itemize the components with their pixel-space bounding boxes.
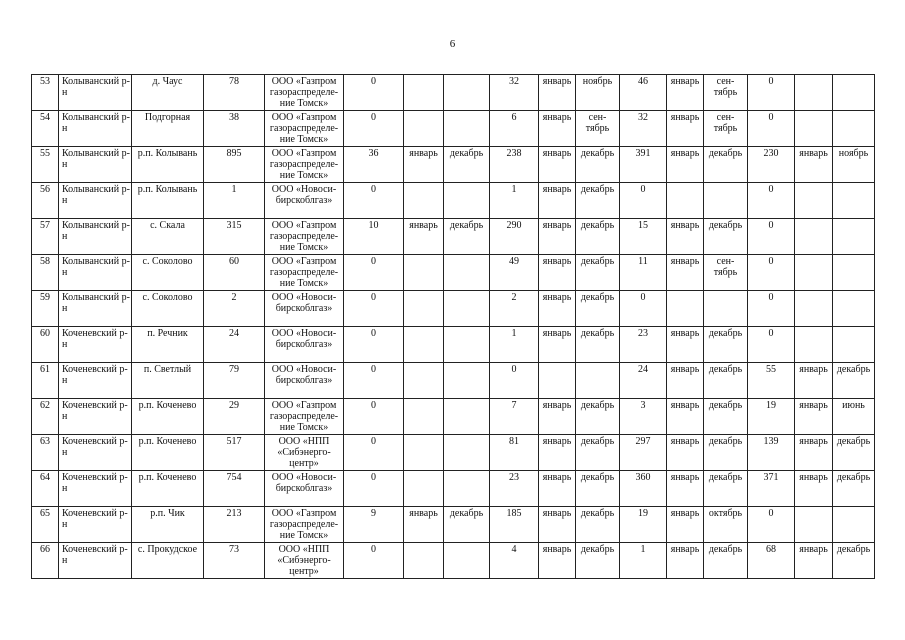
cell-district: Колыванский р-н: [59, 75, 132, 111]
cell-group4-end: ноябрь: [833, 147, 875, 183]
cell-group2-end: декабрь: [576, 183, 620, 219]
cell-total: 213: [204, 507, 265, 543]
data-table: [31, 74, 875, 579]
cell-group2-count: 290: [490, 219, 539, 255]
cell-total: 315: [204, 219, 265, 255]
cell-total: 78: [204, 75, 265, 111]
table-row: [32, 255, 875, 291]
cell-group1-end: [444, 75, 490, 111]
cell-group3-start: январь: [667, 471, 704, 507]
cell-group1-count: 0: [344, 327, 404, 363]
cell-group4-end: декабрь: [833, 543, 875, 579]
cell-group3-count: 19: [620, 507, 667, 543]
cell-group4-count: 371: [748, 471, 795, 507]
cell-group1-end: декабрь: [444, 507, 490, 543]
cell-settlement: Подгорная: [132, 111, 204, 147]
cell-group4-start: январь: [795, 363, 833, 399]
cell-group4-count: 55: [748, 363, 795, 399]
cell-organization: ООО «Газпром газораспределе-ние Томск»: [265, 399, 344, 435]
cell-group2-start: январь: [539, 471, 576, 507]
cell-group3-count: 23: [620, 327, 667, 363]
cell-row-number: 61: [32, 363, 59, 399]
cell-settlement: р.п. Коченево: [132, 471, 204, 507]
cell-district: Колыванский р-н: [59, 219, 132, 255]
cell-total: 73: [204, 543, 265, 579]
cell-district: Колыванский р-н: [59, 291, 132, 327]
cell-settlement: р.п. Колывань: [132, 183, 204, 219]
cell-group1-end: декабрь: [444, 219, 490, 255]
cell-group4-start: [795, 507, 833, 543]
cell-group1-count: 0: [344, 291, 404, 327]
cell-group4-start: январь: [795, 435, 833, 471]
cell-group1-end: [444, 471, 490, 507]
table-row: [32, 291, 875, 327]
cell-row-number: 55: [32, 147, 59, 183]
cell-group4-count: 0: [748, 183, 795, 219]
cell-group4-count: 0: [748, 111, 795, 147]
cell-row-number: 63: [32, 435, 59, 471]
cell-row-number: 58: [32, 255, 59, 291]
cell-district: Коченевский р-н: [59, 507, 132, 543]
cell-group1-count: 0: [344, 399, 404, 435]
cell-group1-start: [404, 111, 444, 147]
cell-group3-count: 391: [620, 147, 667, 183]
cell-settlement: с. Соколово: [132, 291, 204, 327]
cell-organization: ООО «Газпром газораспределе-ние Томск»: [265, 111, 344, 147]
cell-organization: ООО «Газпром газораспределе-ние Томск»: [265, 147, 344, 183]
cell-group1-count: 9: [344, 507, 404, 543]
cell-group4-count: 0: [748, 291, 795, 327]
cell-group4-end: [833, 183, 875, 219]
table-row: [32, 183, 875, 219]
cell-group3-count: 46: [620, 75, 667, 111]
cell-group1-start: [404, 75, 444, 111]
cell-group1-end: [444, 543, 490, 579]
cell-group1-count: 0: [344, 255, 404, 291]
cell-group3-count: 11: [620, 255, 667, 291]
cell-group4-end: декабрь: [833, 363, 875, 399]
table-row: [32, 507, 875, 543]
cell-group3-start: [667, 291, 704, 327]
cell-group3-count: 1: [620, 543, 667, 579]
cell-total: 60: [204, 255, 265, 291]
cell-group2-end: декабрь: [576, 507, 620, 543]
cell-group1-count: 0: [344, 435, 404, 471]
cell-organization: ООО «Новоси-бирскоблгаз»: [265, 291, 344, 327]
cell-group2-count: 4: [490, 543, 539, 579]
cell-district: Коченевский р-н: [59, 399, 132, 435]
cell-settlement: р.п. Чик: [132, 507, 204, 543]
cell-group4-count: 0: [748, 75, 795, 111]
cell-group3-start: январь: [667, 399, 704, 435]
table-row: [32, 543, 875, 579]
cell-group4-end: [833, 255, 875, 291]
cell-group4-end: [833, 291, 875, 327]
cell-group2-count: 32: [490, 75, 539, 111]
cell-group4-count: 19: [748, 399, 795, 435]
cell-group3-count: 360: [620, 471, 667, 507]
cell-group1-start: [404, 183, 444, 219]
cell-group4-start: январь: [795, 543, 833, 579]
cell-group1-start: [404, 399, 444, 435]
cell-group1-end: [444, 363, 490, 399]
cell-group3-count: 15: [620, 219, 667, 255]
cell-group3-end: сен-тябрь: [704, 75, 748, 111]
cell-settlement: с. Прокудское: [132, 543, 204, 579]
cell-group1-count: 0: [344, 183, 404, 219]
cell-group1-start: [404, 291, 444, 327]
cell-group1-end: [444, 255, 490, 291]
cell-group2-start: январь: [539, 507, 576, 543]
cell-group3-start: январь: [667, 363, 704, 399]
cell-group1-start: [404, 543, 444, 579]
cell-group2-start: январь: [539, 399, 576, 435]
cell-settlement: р.п. Коченево: [132, 399, 204, 435]
table-row: [32, 327, 875, 363]
cell-group2-end: ноябрь: [576, 75, 620, 111]
cell-group1-start: январь: [404, 507, 444, 543]
cell-group1-end: [444, 183, 490, 219]
cell-group2-count: 238: [490, 147, 539, 183]
cell-group1-start: январь: [404, 219, 444, 255]
table-row: [32, 363, 875, 399]
cell-group2-end: декабрь: [576, 147, 620, 183]
cell-group3-end: [704, 183, 748, 219]
cell-row-number: 53: [32, 75, 59, 111]
cell-group4-start: [795, 111, 833, 147]
cell-settlement: д. Чаус: [132, 75, 204, 111]
cell-total: 24: [204, 327, 265, 363]
cell-group1-start: [404, 327, 444, 363]
cell-organization: ООО «Новоси-бирскоблгаз»: [265, 471, 344, 507]
cell-group3-end: [704, 291, 748, 327]
cell-group1-start: [404, 255, 444, 291]
cell-group2-count: 1: [490, 183, 539, 219]
cell-group2-start: январь: [539, 291, 576, 327]
cell-group2-end: декабрь: [576, 255, 620, 291]
cell-group4-start: [795, 219, 833, 255]
cell-district: Коченевский р-н: [59, 435, 132, 471]
cell-row-number: 66: [32, 543, 59, 579]
cell-district: Колыванский р-н: [59, 183, 132, 219]
cell-group2-end: декабрь: [576, 291, 620, 327]
cell-group3-start: январь: [667, 543, 704, 579]
cell-group2-start: январь: [539, 435, 576, 471]
table-row: [32, 399, 875, 435]
cell-total: 29: [204, 399, 265, 435]
cell-row-number: 54: [32, 111, 59, 147]
cell-group3-start: январь: [667, 435, 704, 471]
cell-group3-end: декабрь: [704, 399, 748, 435]
cell-group1-count: 0: [344, 471, 404, 507]
cell-group2-end: декабрь: [576, 219, 620, 255]
cell-group4-count: 230: [748, 147, 795, 183]
cell-group3-start: январь: [667, 219, 704, 255]
cell-group2-count: 2: [490, 291, 539, 327]
cell-organization: ООО «Газпром газораспределе-ние Томск»: [265, 75, 344, 111]
cell-group1-start: январь: [404, 147, 444, 183]
cell-organization: ООО «Новоси-бирскоблгаз»: [265, 363, 344, 399]
cell-group2-count: 81: [490, 435, 539, 471]
table-row: [32, 111, 875, 147]
cell-group1-start: [404, 363, 444, 399]
cell-group3-end: декабрь: [704, 219, 748, 255]
cell-group2-count: 49: [490, 255, 539, 291]
cell-row-number: 60: [32, 327, 59, 363]
cell-row-number: 65: [32, 507, 59, 543]
cell-group4-count: 68: [748, 543, 795, 579]
cell-group3-end: декабрь: [704, 543, 748, 579]
cell-group2-start: январь: [539, 75, 576, 111]
cell-group2-start: январь: [539, 183, 576, 219]
cell-total: 754: [204, 471, 265, 507]
cell-group2-count: 0: [490, 363, 539, 399]
cell-group1-count: 36: [344, 147, 404, 183]
cell-organization: ООО «НПП «Сибэнерго-центр»: [265, 543, 344, 579]
cell-group2-count: 23: [490, 471, 539, 507]
cell-group4-start: январь: [795, 147, 833, 183]
cell-group3-start: январь: [667, 327, 704, 363]
cell-group3-end: декабрь: [704, 435, 748, 471]
cell-group3-count: 3: [620, 399, 667, 435]
table-row: [32, 471, 875, 507]
table-row: [32, 75, 875, 111]
cell-group1-start: [404, 471, 444, 507]
table-row: [32, 219, 875, 255]
cell-total: 38: [204, 111, 265, 147]
cell-group3-start: январь: [667, 255, 704, 291]
cell-group1-count: 10: [344, 219, 404, 255]
cell-group4-start: [795, 255, 833, 291]
cell-group3-start: январь: [667, 75, 704, 111]
cell-group1-end: декабрь: [444, 147, 490, 183]
cell-group4-start: [795, 75, 833, 111]
cell-group3-end: октябрь: [704, 507, 748, 543]
cell-group4-end: декабрь: [833, 435, 875, 471]
cell-group2-start: январь: [539, 543, 576, 579]
cell-group4-end: июнь: [833, 399, 875, 435]
cell-group4-count: 0: [748, 255, 795, 291]
cell-district: Коченевский р-н: [59, 471, 132, 507]
cell-group2-end: декабрь: [576, 327, 620, 363]
cell-group3-start: январь: [667, 111, 704, 147]
cell-total: 895: [204, 147, 265, 183]
cell-organization: ООО «Новоси-бирскоблгаз»: [265, 183, 344, 219]
cell-total: 1: [204, 183, 265, 219]
cell-district: Коченевский р-н: [59, 543, 132, 579]
cell-district: Коченевский р-н: [59, 363, 132, 399]
cell-organization: ООО «Газпром газораспределе-ние Томск»: [265, 255, 344, 291]
cell-settlement: р.п. Колывань: [132, 147, 204, 183]
cell-group2-start: [539, 363, 576, 399]
page-number: 6: [449, 38, 456, 50]
cell-group1-end: [444, 111, 490, 147]
cell-organization: ООО «НПП «Сибэнерго-центр»: [265, 435, 344, 471]
cell-group2-start: январь: [539, 147, 576, 183]
cell-total: 79: [204, 363, 265, 399]
cell-row-number: 64: [32, 471, 59, 507]
cell-settlement: п. Светлый: [132, 363, 204, 399]
cell-group4-end: [833, 507, 875, 543]
cell-group3-end: сен-тябрь: [704, 255, 748, 291]
cell-group3-count: 24: [620, 363, 667, 399]
cell-group1-count: 0: [344, 543, 404, 579]
cell-group4-count: 139: [748, 435, 795, 471]
cell-group4-end: [833, 75, 875, 111]
cell-group3-end: декабрь: [704, 147, 748, 183]
table-row: [32, 147, 875, 183]
cell-group1-end: [444, 399, 490, 435]
cell-group2-end: декабрь: [576, 435, 620, 471]
cell-group4-start: [795, 327, 833, 363]
cell-group2-start: январь: [539, 255, 576, 291]
cell-organization: ООО «Новоси-бирскоблгаз»: [265, 327, 344, 363]
cell-total: 2: [204, 291, 265, 327]
cell-group2-start: январь: [539, 327, 576, 363]
cell-group4-start: [795, 183, 833, 219]
cell-group3-count: 297: [620, 435, 667, 471]
cell-organization: ООО «Газпром газораспределе-ние Томск»: [265, 219, 344, 255]
cell-group1-end: [444, 291, 490, 327]
table-row: [32, 435, 875, 471]
cell-group3-count: 0: [620, 183, 667, 219]
cell-group4-start: январь: [795, 471, 833, 507]
cell-settlement: п. Речник: [132, 327, 204, 363]
cell-group2-end: декабрь: [576, 543, 620, 579]
cell-group1-end: [444, 435, 490, 471]
cell-row-number: 59: [32, 291, 59, 327]
cell-organization: ООО «Газпром газораспределе-ние Томск»: [265, 507, 344, 543]
cell-group2-count: 6: [490, 111, 539, 147]
cell-district: Колыванский р-н: [59, 255, 132, 291]
cell-group3-end: декабрь: [704, 471, 748, 507]
cell-row-number: 57: [32, 219, 59, 255]
cell-group4-end: [833, 219, 875, 255]
cell-group4-start: [795, 291, 833, 327]
cell-group2-end: [576, 363, 620, 399]
cell-row-number: 56: [32, 183, 59, 219]
cell-settlement: р.п. Коченево: [132, 435, 204, 471]
cell-group4-end: [833, 327, 875, 363]
cell-group1-count: 0: [344, 75, 404, 111]
cell-group3-start: январь: [667, 147, 704, 183]
cell-group1-count: 0: [344, 363, 404, 399]
cell-group3-count: 32: [620, 111, 667, 147]
cell-group2-start: январь: [539, 219, 576, 255]
cell-group2-end: декабрь: [576, 399, 620, 435]
cell-group4-end: декабрь: [833, 471, 875, 507]
cell-group2-end: декабрь: [576, 471, 620, 507]
cell-group2-count: 1: [490, 327, 539, 363]
cell-group3-start: [667, 183, 704, 219]
cell-group4-end: [833, 111, 875, 147]
cell-group1-end: [444, 327, 490, 363]
cell-group3-count: 0: [620, 291, 667, 327]
cell-group3-end: декабрь: [704, 363, 748, 399]
cell-group3-end: декабрь: [704, 327, 748, 363]
cell-row-number: 62: [32, 399, 59, 435]
cell-district: Колыванский р-н: [59, 147, 132, 183]
cell-group4-count: 0: [748, 327, 795, 363]
cell-district: Колыванский р-н: [59, 111, 132, 147]
cell-group4-count: 0: [748, 219, 795, 255]
cell-group1-start: [404, 435, 444, 471]
cell-district: Коченевский р-н: [59, 327, 132, 363]
cell-total: 517: [204, 435, 265, 471]
cell-settlement: с. Соколово: [132, 255, 204, 291]
cell-group1-count: 0: [344, 111, 404, 147]
cell-group2-count: 7: [490, 399, 539, 435]
cell-group2-start: январь: [539, 111, 576, 147]
cell-group2-count: 185: [490, 507, 539, 543]
cell-group2-end: сен-тябрь: [576, 111, 620, 147]
cell-group3-end: сен-тябрь: [704, 111, 748, 147]
cell-group4-count: 0: [748, 507, 795, 543]
cell-group3-start: январь: [667, 507, 704, 543]
cell-group4-start: январь: [795, 399, 833, 435]
cell-settlement: с. Скала: [132, 219, 204, 255]
